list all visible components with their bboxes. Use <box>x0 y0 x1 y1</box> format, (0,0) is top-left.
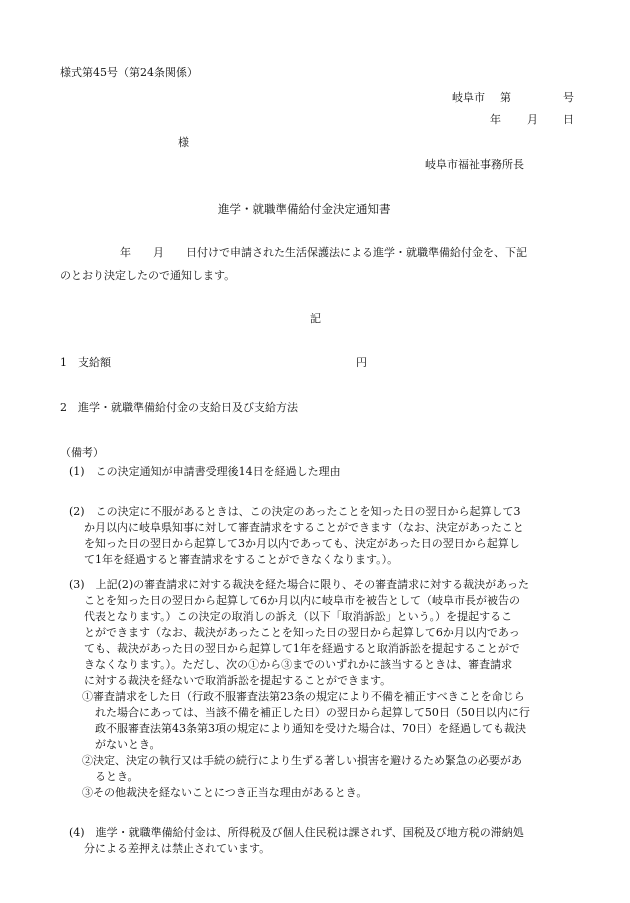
item-payment-unit: 円 <box>356 356 367 369</box>
notes-heading: （備考） <box>60 446 104 459</box>
issuer-name: 岐阜市福祉事務所長 <box>425 158 524 171</box>
note-3-line: とができます（なお、裁決があったことを知った日の翌日から起算して6か月以内であっ <box>84 626 520 639</box>
note-3-sub-3: ③その他裁決を経ないことにつき正当な理由があるとき。 <box>82 786 368 799</box>
sub-2-line: るとき。 <box>95 770 139 783</box>
addressee-sama: 様 <box>178 136 189 149</box>
note-3-line: きなくなります。）。ただし、次の①から③までのいずれかに該当するときは、審査請求 <box>84 658 513 671</box>
item-payment-amount: 1 支給額 <box>60 356 111 369</box>
sub-1-line: れた場合にあっては、当該不備を補正した日）の翌日から起算して50日（50日以内に行 <box>95 706 530 719</box>
note-1: (1) この決定通知が申請書受理後14日を経過した理由 <box>69 465 341 478</box>
note-4-line: 分による差押えは禁止されています。 <box>84 842 271 855</box>
intro-line-2: のとおり決定したので通知します。 <box>60 269 236 282</box>
date-month: 月 <box>527 113 538 126</box>
date-day: 日 <box>563 113 574 126</box>
number-go: 号 <box>563 91 574 104</box>
note-3-line: (3) 上記(2)の審査請求に対する裁決を経た場合に限り、その審査請求に対する裁決があった <box>69 578 530 591</box>
sub-1-line: ①審査請求をした日（行政不服審査法第23条の規定により不備を補正すべきことを命じら <box>82 690 525 703</box>
sub-1-line: がないとき。 <box>95 738 161 751</box>
note-4-line: (4) 進学・就職準備給付金は、所得税及び個人住民税は課されず、国税及び地方税の滞納処 <box>69 826 524 839</box>
note-2-line: か月以内に岐阜県知事に対して審査請求をすることができます（なお、決定があったこと <box>84 521 524 534</box>
sub-1-line: 政不服審査法第43条第3項の規定により通知を受けた場合は、70日）を経過しても裁決 <box>95 722 526 735</box>
city-name: 岐阜市 <box>452 91 485 104</box>
number-dai: 第 <box>500 91 511 104</box>
document-title: 進学・就職準備給付金決定通知書 <box>218 202 391 216</box>
date-year: 年 <box>490 113 501 126</box>
note-3-line: ことを知った日の翌日から起算して6か月以内に岐阜市を被告として（岐阜市長が被告の <box>84 594 520 607</box>
note-3-line: ても、裁決があった日の翌日から起算して1年を経過すると取消訴訟を提起することがで <box>84 642 520 655</box>
note-3-line: 代表となります。）この決定の取消しの訴え（以下「取消訴訟」という。）を提起するこ <box>84 610 513 623</box>
sub-2-line: ②決定、決定の執行又は手続の続行により生ずる著しい損害を避けるため緊急の必要があ <box>82 754 522 767</box>
note-2-line: を知った日の翌日から起算して3か月以内であっても、決定があった日の翌日から起算し <box>84 537 520 550</box>
intro-line-1: 年 月 日付けで申請された生活保護法による進学・就職準備給付金を、下記 <box>120 246 527 259</box>
item-payment-method: 2 進学・就職準備給付金の支給日及び支給方法 <box>60 401 298 414</box>
form-number: 様式第45号（第24条関係） <box>60 66 198 79</box>
note-2-line: て1年を経過すると審査請求をすることができなくなります。）。 <box>84 553 399 566</box>
note-3-line: に対する裁決を経ないで取消訴訟を提起することができます。 <box>84 674 392 687</box>
note-2-line: (2) この決定に不服があるときは、この決定のあったことを知った日の翌日から起算して3 <box>69 505 521 518</box>
ki-label: 記 <box>310 312 321 325</box>
